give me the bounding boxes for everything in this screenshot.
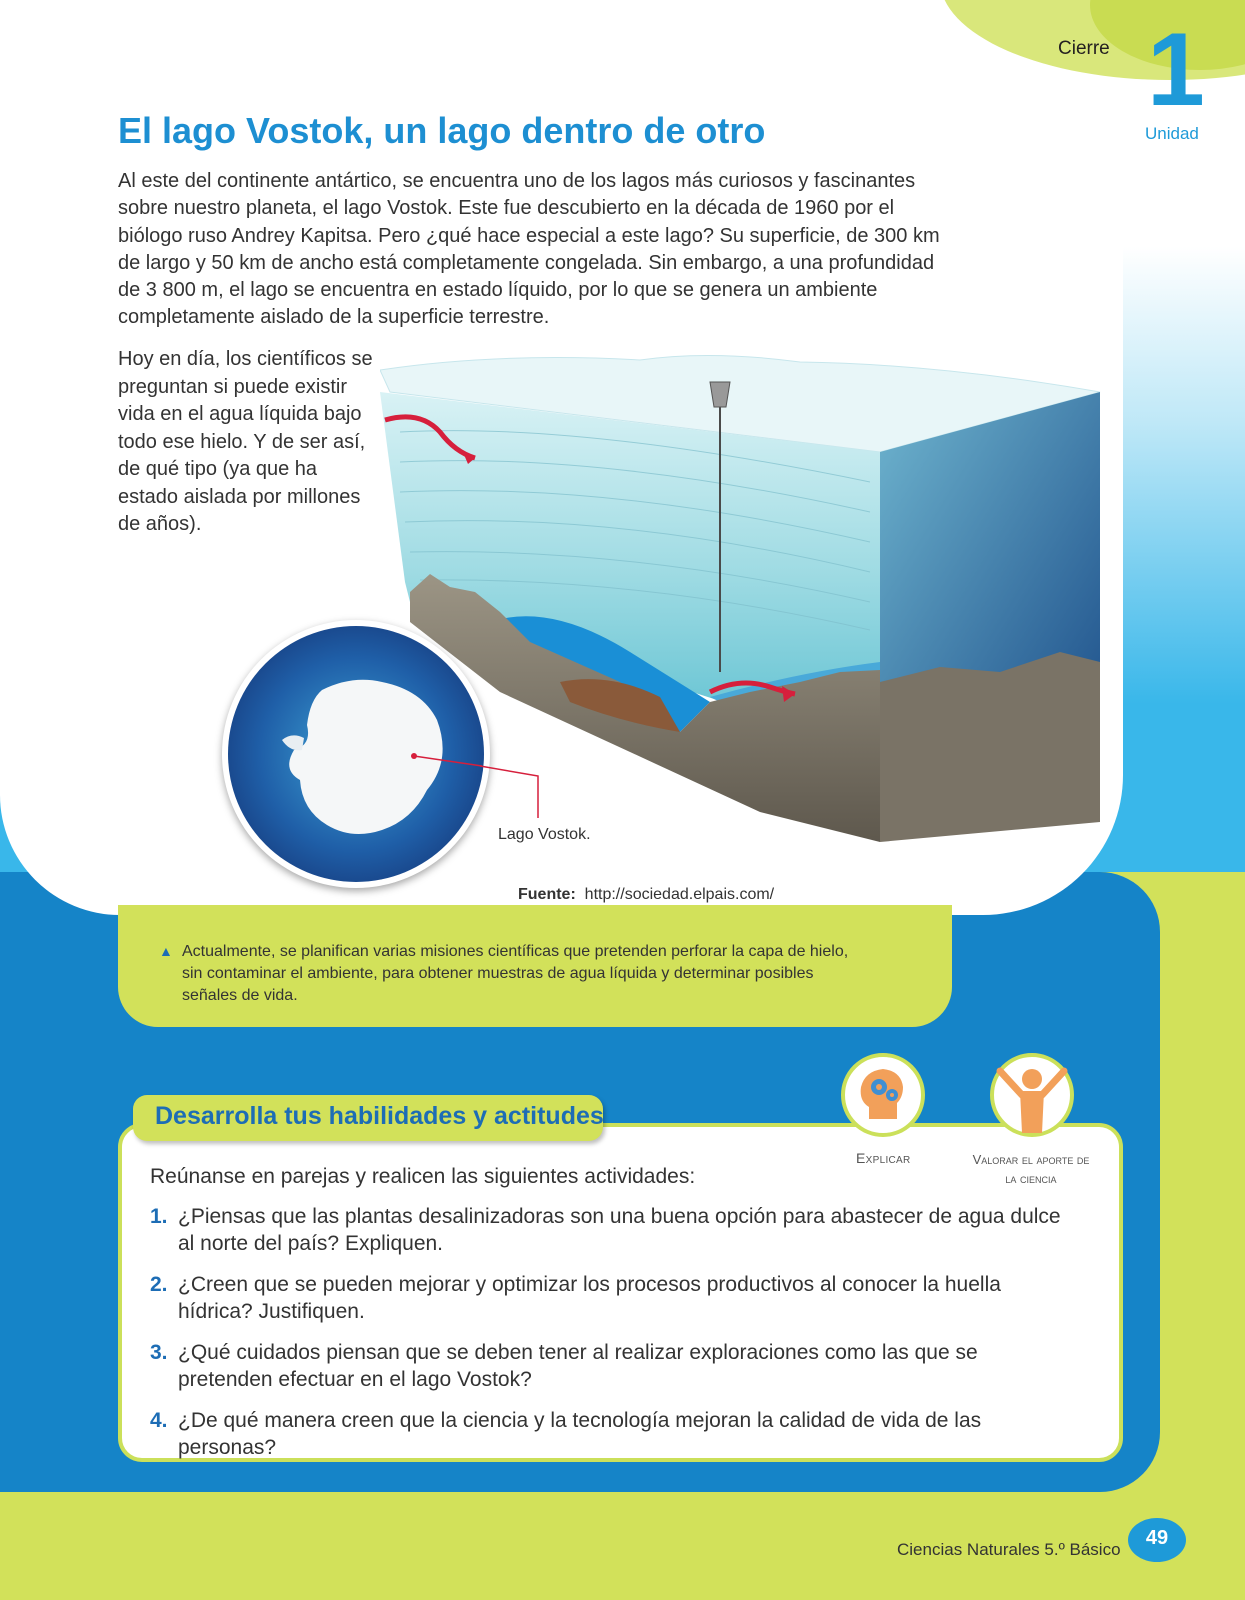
activities-intro: Reúnanse en parejas y realicen las siguientes actividades: <box>150 1165 696 1188</box>
lake-pointer-line <box>480 764 540 820</box>
page-title: El lago Vostok, un lago dentro de otro <box>118 110 766 151</box>
intro-paragraph: Al este del continente antártico, se encuentra uno de los lagos más curiosos y fascinantes sobre nuestro planeta, el lago Vostok. Este fue descubierto en la década de 1960 por el biólogo ruso Andrey Kapitsa. Pero ¿qué hace especial a este lago? Su superficie, de 300 km de largo y 50 km de ancho está completamente congelada. Sin embargo, a una profundidad de 3 800 m, el lago se encuentra en estado líquido, por lo que se genera un ambiente completamente aislado de la superficie terrestre. <box>118 170 940 329</box>
lake-label: Lago Vostok. <box>498 826 591 843</box>
caption-text: Actualmente, se planifican varias misiones científicas que pretenden perforar la capa de hielo, sin contaminar el ambiente, para obtener muestras de agua líquida y determinar posibles señales de vida. <box>182 943 849 1004</box>
skill-label-explicar: Explicar <box>856 1150 911 1166</box>
page-number: 49 <box>1145 1527 1169 1549</box>
source-line <box>518 886 774 904</box>
list-item: 2. ¿Creen que se pueden mejorar y optimizar los procesos productivos al conocer la huella hídrica? Justifiquen. <box>150 1273 1001 1323</box>
triangle-bullet-icon: ▲ <box>159 943 173 959</box>
antarctica-map-icon <box>222 620 490 888</box>
list-item: 3. ¿Qué cuidados piensan que se deben tener al realizar exploraciones como las que se pretenden efectuar en el lago Vostok? <box>150 1341 978 1391</box>
list-item: 1. ¿Piensas que las plantas desalinizadoras son una buena opción para abastecer de agua dulce al norte del país? Expliquen. <box>150 1205 1061 1255</box>
activities-title: Desarrolla tus habilidades y actitudes <box>155 1102 604 1130</box>
section-label: Cierre <box>1058 38 1110 59</box>
side-paragraph: Hoy en día, los científicos se preguntan si puede existir vida en el agua líquida bajo todo ese hielo. Y de ser así, de qué tipo (ya que ha estado aislada por millones de años). <box>118 348 373 535</box>
skill-valorar <box>990 1053 1074 1137</box>
source-url: http://sociedad.elpais.com/ <box>584 886 775 903</box>
antarctica-globe <box>222 620 490 888</box>
unit-label: Unidad <box>1145 124 1199 143</box>
list-item: 4. ¿De qué manera creen que la ciencia y la tecnología mejoran la calidad de vida de las personas? <box>150 1409 982 1459</box>
skill-explicar <box>841 1053 925 1137</box>
unit-number: 1 <box>1147 12 1205 128</box>
person-arms-raised-icon <box>994 1057 1070 1133</box>
book-title: Ciencias Naturales 5.º Básico <box>897 1540 1121 1559</box>
source-label: Fuente: <box>518 886 576 903</box>
activities-list <box>150 1203 1070 1475</box>
skill-label-valorar: Valorar el aporte de la ciencia <box>972 1152 1090 1186</box>
head-gears-icon <box>845 1057 921 1133</box>
